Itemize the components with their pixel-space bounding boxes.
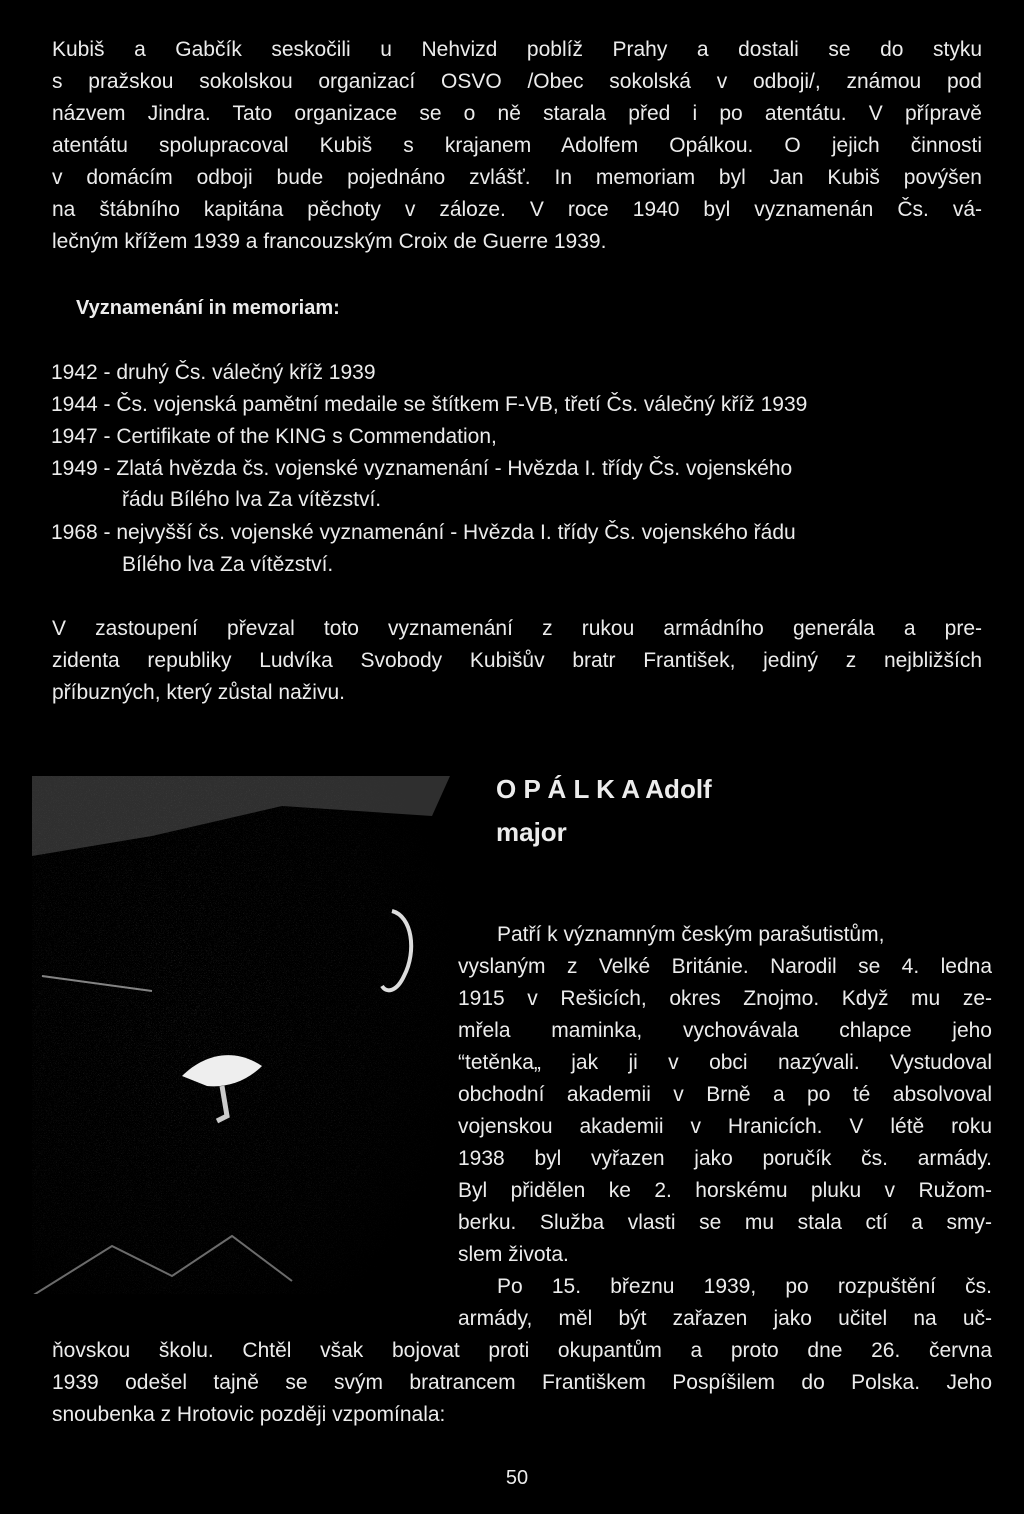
intro-line: názvem Jindra. Tato organizace se o ně starala před i po atentátu. V přípravě [52,102,982,125]
representation-line: zidenta republiky Ludvíka Svobody Kubišův bratr František, jediný z nejbližších [52,649,982,672]
bio-line: berku. Služba vlasti se mu stala ctí a smy- [458,1211,992,1234]
bio-line: 1915 v Rešicích, okres Znojmo. Když mu ze- [458,987,992,1010]
award-item-1968: 1968 - nejvyšší čs. vojenské vyznamenání - Hvězda I. třídy Čs. vojenského řádu [51,521,796,544]
intro-line: Kubiš a Gabčík seskočili u Nehvizd poblíž Prahy a dostali se do styku [52,38,982,61]
bio-line: obchodní akademii v Brně a po té absolvoval [458,1083,992,1106]
award-item-1944: 1944 - Čs. vojenská pamětní medaile se štítkem F-VB, třetí Čs. válečný kříž 1939 [51,393,808,416]
award-item-1949-cont: řádu Bílého lva Za vítězství. [122,488,382,511]
intro-line: v domácím odboji bude pojednáno zvlášť. In memoriam byl Jan Kubiš povýšen [52,166,982,189]
intro-line: atentátu spolupracoval Kubiš s krajanem Adolfem Opálkou. O jejich činnosti [52,134,982,157]
award-item-1942: 1942 - druhý Čs. válečný kříž 1939 [51,361,376,384]
intro-line: lečným křížem 1939 a francouzským Croix de Guerre 1939. [52,230,607,253]
profile-name: O P Á L K A Adolf [496,774,712,804]
bio-line: vyslaným z Velké Británie. Narodil se 4. ledna [458,955,992,978]
awards-heading: Vyznamenání in memoriam: [76,297,340,319]
bio-line: 1939 odešel tajně se svým bratrancem Františkem Pospíšilem do Polska. Jeho [52,1371,992,1394]
bio-line: Byl přidělen ke 2. horskému pluku v Ružom- [458,1179,992,1202]
page-number: 50 [505,1467,529,1489]
bio-line: mřela maminka, vychovávala chlapce jeho [458,1019,992,1042]
bio-line: armády, měl být zařazen jako učitel na uč- [458,1307,992,1330]
profile-rank: major [496,817,567,847]
bio-line: vojenskou akademii v Hranicích. V létě roku [458,1115,992,1138]
portrait-photo [32,776,450,1294]
bio-line: Patří k významným českým parašutistům, [497,923,885,946]
intro-line: s pražskou sokolskou organizací OSVO /Obec sokolská v odboji/, známou pod [52,70,982,93]
bio-line: Po 15. březnu 1939, po rozpuštění čs. [497,1275,992,1298]
award-item-1947: 1947 - Certifikate of the KING s Commendation, [51,425,497,448]
award-item-1949: 1949 - Zlatá hvězda čs. vojenské vyznamenání - Hvězda I. třídy Čs. vojenského [51,457,793,480]
representation-line: V zastoupení převzal toto vyznamenání z rukou armádního generála a pre- [52,617,982,640]
representation-line: příbuzných, který zůstal naživu. [52,681,345,704]
award-item-1968-cont: Bílého lva Za vítězství. [122,553,334,576]
bio-line: snoubenka z Hrotovic později vzpomínala: [52,1403,446,1426]
bio-line: ňovskou školu. Chtěl však bojovat proti okupantům a proto dne 26. června [52,1339,992,1362]
bio-line: 1938 byl vyřazen jako poručík čs. armády. [458,1147,992,1170]
intro-line: na štábního kapitána pěchoty v záloze. V roce 1940 byl vyznamenán Čs. vá- [52,198,982,221]
bio-line: “tetěnka„ jak ji v obci nazývali. Vystudoval [458,1051,992,1074]
bio-line: slem života. [458,1243,569,1266]
